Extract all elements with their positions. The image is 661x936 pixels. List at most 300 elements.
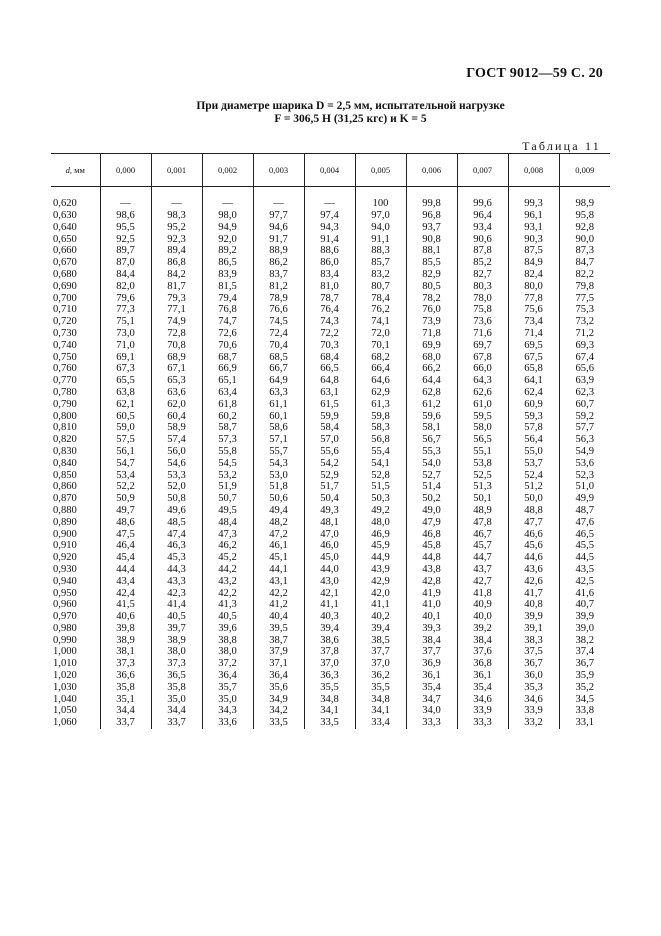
- hardness-value-cell: 84,2: [151, 269, 202, 281]
- hardness-value-cell: 45,3: [151, 552, 202, 564]
- row-diameter-cell: 0,820: [53, 434, 77, 446]
- hardness-value-cell: 34,1: [304, 705, 355, 717]
- hardness-value-cell: 67,1: [151, 363, 202, 375]
- column-header-d-var: d: [65, 165, 70, 175]
- hardness-value-cell: 38,8: [202, 635, 253, 647]
- hardness-value-cell: 67,4: [559, 352, 610, 364]
- hardness-value-cell: 48,7: [559, 505, 610, 517]
- hardness-value-cell: 59,5: [457, 411, 508, 423]
- hardness-value-cell: 34,3: [202, 705, 253, 717]
- hardness-value-cell: 93,1: [508, 222, 559, 234]
- column-header: 0,005: [355, 154, 406, 187]
- row-diameter-cell: 0,770: [53, 375, 77, 387]
- hardness-value-cell: 61,5: [304, 399, 355, 411]
- table-row: [51, 375, 610, 387]
- hardness-value-cell: 48,0: [355, 517, 406, 529]
- hardness-table-container: [51, 153, 610, 729]
- hardness-value-cell: 50,4: [304, 493, 355, 505]
- hardness-value-cell: 45,8: [406, 540, 457, 552]
- hardness-value-cell: 36,2: [355, 670, 406, 682]
- hardness-value-cell: 57,7: [559, 422, 610, 434]
- hardness-value-cell: 53,0: [253, 470, 304, 482]
- hardness-value-cell: 36,9: [406, 658, 457, 670]
- hardness-value-cell: 87,0: [100, 257, 151, 269]
- hardness-value-cell: 77,5: [559, 293, 610, 305]
- page-header: ГОСТ 9012—59 С. 20: [466, 66, 603, 81]
- hardness-value-cell: 94,6: [253, 222, 304, 234]
- hardness-value-cell: 33,7: [100, 717, 151, 729]
- hardness-value-cell: 61,8: [202, 399, 253, 411]
- column-header-d-unit: , мм: [69, 165, 85, 175]
- hardness-value-cell: 47,0: [304, 529, 355, 541]
- hardness-value-cell: 79,3: [151, 293, 202, 305]
- table-header-row: [51, 154, 610, 187]
- column-header: 0,006: [406, 154, 457, 187]
- hardness-value-cell: 57,3: [202, 434, 253, 446]
- hardness-value-cell: 59,8: [355, 411, 406, 423]
- table-row: [51, 646, 610, 658]
- hardness-value-cell: 82,2: [559, 269, 610, 281]
- row-diameter-cell: 0,800: [53, 410, 77, 422]
- hardness-value-cell: 66,0: [457, 363, 508, 375]
- hardness-value-cell: 41,2: [253, 599, 304, 611]
- hardness-value-cell: 53,3: [151, 470, 202, 482]
- hardness-value-cell: 33,6: [202, 717, 253, 729]
- hardness-value-cell: 37,7: [406, 646, 457, 658]
- hardness-value-cell: 97,7: [253, 210, 304, 222]
- hardness-value-cell: 45,1: [253, 552, 304, 564]
- hardness-value-cell: 43,4: [100, 576, 151, 588]
- table-row: [51, 210, 610, 222]
- hardness-value-cell: 37,9: [253, 646, 304, 658]
- hardness-value-cell: 44,2: [202, 564, 253, 576]
- hardness-value-cell: 46,0: [304, 540, 355, 552]
- hardness-value-cell: 42,2: [202, 588, 253, 600]
- table-row: [51, 481, 610, 493]
- hardness-value-cell: 70,6: [202, 340, 253, 352]
- hardness-value-cell: 48,9: [457, 505, 508, 517]
- hardness-value-cell: 42,7: [457, 576, 508, 588]
- hardness-value-cell: 40,9: [457, 599, 508, 611]
- hardness-value-cell: 38,0: [202, 646, 253, 658]
- hardness-value-cell: 36,1: [406, 670, 457, 682]
- hardness-value-cell: 82,7: [457, 269, 508, 281]
- hardness-value-cell: 42,1: [304, 588, 355, 600]
- hardness-value-cell: 62,1: [100, 399, 151, 411]
- table-caption: [0, 100, 661, 126]
- hardness-value-cell: —: [100, 198, 151, 210]
- table-row: [51, 222, 610, 234]
- table-row: [51, 340, 610, 352]
- table-row: [51, 576, 610, 588]
- row-diameter-cell: 0,720: [53, 316, 77, 328]
- hardness-value-cell: 69,3: [559, 340, 610, 352]
- hardness-value-cell: 44,4: [100, 564, 151, 576]
- hardness-value-cell: 34,5: [559, 694, 610, 706]
- hardness-value-cell: 54,9: [559, 446, 610, 458]
- table-row: [51, 682, 610, 694]
- hardness-value-cell: 84,9: [508, 257, 559, 269]
- hardness-value-cell: 39,9: [508, 611, 559, 623]
- hardness-value-cell: 72,6: [202, 328, 253, 340]
- hardness-value-cell: 38,7: [253, 635, 304, 647]
- table-spacer-row: [51, 187, 610, 199]
- hardness-value-cell: 52,7: [406, 470, 457, 482]
- hardness-value-cell: 91,1: [355, 234, 406, 246]
- hardness-value-cell: 76,4: [304, 304, 355, 316]
- hardness-value-cell: 75,8: [457, 304, 508, 316]
- hardness-value-cell: 58,9: [151, 422, 202, 434]
- hardness-value-cell: 43,8: [406, 564, 457, 576]
- hardness-value-cell: 36,4: [253, 670, 304, 682]
- hardness-value-cell: 51,9: [202, 481, 253, 493]
- hardness-value-cell: 51,3: [457, 481, 508, 493]
- row-diameter-cell: 0,920: [53, 552, 77, 564]
- hardness-value-cell: 66,9: [202, 363, 253, 375]
- hardness-value-cell: 35,1: [100, 694, 151, 706]
- hardness-value-cell: 90,0: [559, 234, 610, 246]
- hardness-value-cell: 56,1: [100, 446, 151, 458]
- hardness-value-cell: 69,9: [406, 340, 457, 352]
- table-row: [51, 599, 610, 611]
- hardness-value-cell: 68,5: [253, 352, 304, 364]
- hardness-value-cell: 73,2: [559, 316, 610, 328]
- hardness-value-cell: 65,8: [508, 363, 559, 375]
- hardness-value-cell: 51,8: [253, 481, 304, 493]
- hardness-value-cell: 57,8: [508, 422, 559, 434]
- hardness-value-cell: 73,4: [508, 316, 559, 328]
- table-row: [51, 611, 610, 623]
- hardness-value-cell: 58,0: [457, 422, 508, 434]
- hardness-value-cell: 34,4: [151, 705, 202, 717]
- hardness-value-cell: 37,0: [355, 658, 406, 670]
- hardness-value-cell: 69,7: [457, 340, 508, 352]
- table-row: [51, 588, 610, 600]
- hardness-value-cell: 34,8: [355, 694, 406, 706]
- hardness-value-cell: 43,7: [457, 564, 508, 576]
- hardness-value-cell: 60,9: [508, 399, 559, 411]
- hardness-value-cell: 46,3: [151, 540, 202, 552]
- hardness-value-cell: 88,6: [304, 245, 355, 257]
- table-row: [51, 564, 610, 576]
- column-header: 0,004: [304, 154, 355, 187]
- hardness-value-cell: 54,2: [304, 458, 355, 470]
- hardness-value-cell: 73,0: [100, 328, 151, 340]
- row-diameter-cell: 1,060: [53, 717, 77, 729]
- row-diameter-cell: 0,680: [53, 268, 77, 280]
- hardness-value-cell: 48,4: [202, 517, 253, 529]
- row-diameter-cell: 0,860: [53, 481, 77, 493]
- hardness-value-cell: 63,9: [559, 375, 610, 387]
- hardness-value-cell: 40,5: [151, 611, 202, 623]
- hardness-value-cell: 78,4: [355, 293, 406, 305]
- hardness-value-cell: 68,4: [304, 352, 355, 364]
- hardness-value-cell: 47,7: [508, 517, 559, 529]
- table-row: [51, 399, 610, 411]
- hardness-value-cell: 68,0: [406, 352, 457, 364]
- table-row: [51, 694, 610, 706]
- hardness-value-cell: 46,8: [406, 529, 457, 541]
- hardness-value-cell: 93,7: [406, 222, 457, 234]
- hardness-value-cell: 71,6: [457, 328, 508, 340]
- hardness-value-cell: 35,5: [304, 682, 355, 694]
- row-diameter-cell: 0,970: [53, 611, 77, 623]
- hardness-value-cell: 86,5: [202, 257, 253, 269]
- hardness-value-cell: 43,6: [508, 564, 559, 576]
- hardness-value-cell: 74,3: [304, 316, 355, 328]
- hardness-value-cell: 55,4: [355, 446, 406, 458]
- hardness-value-cell: 56,4: [508, 434, 559, 446]
- hardness-value-cell: 40,5: [202, 611, 253, 623]
- hardness-value-cell: 64,1: [508, 375, 559, 387]
- hardness-value-cell: 55,3: [406, 446, 457, 458]
- hardness-value-cell: 38,4: [406, 635, 457, 647]
- hardness-value-cell: 65,6: [559, 363, 610, 375]
- hardness-value-cell: 60,4: [151, 411, 202, 423]
- hardness-value-cell: 74,1: [355, 316, 406, 328]
- hardness-value-cell: 76,2: [355, 304, 406, 316]
- row-diameter-cell: 1,010: [53, 658, 77, 670]
- hardness-value-cell: 36,5: [151, 670, 202, 682]
- hardness-value-cell: 95,2: [151, 222, 202, 234]
- hardness-value-cell: 44,0: [304, 564, 355, 576]
- hardness-value-cell: 55,6: [304, 446, 355, 458]
- hardness-value-cell: 74,9: [151, 316, 202, 328]
- hardness-value-cell: 92,0: [202, 234, 253, 246]
- hardness-value-cell: 51,7: [304, 481, 355, 493]
- hardness-value-cell: 56,7: [406, 434, 457, 446]
- hardness-value-cell: 33,9: [508, 705, 559, 717]
- hardness-value-cell: 35,7: [202, 682, 253, 694]
- hardness-value-cell: 39,0: [559, 623, 610, 635]
- hardness-value-cell: 37,7: [355, 646, 406, 658]
- hardness-value-cell: 58,3: [355, 422, 406, 434]
- hardness-value-cell: 46,6: [508, 529, 559, 541]
- row-diameter-cell: 0,870: [53, 493, 77, 505]
- hardness-value-cell: 42,3: [151, 588, 202, 600]
- hardness-value-cell: 60,5: [100, 411, 151, 423]
- table-row: [51, 552, 610, 564]
- hardness-value-cell: 65,3: [151, 375, 202, 387]
- hardness-value-cell: 56,0: [151, 446, 202, 458]
- hardness-value-cell: 39,5: [253, 623, 304, 635]
- hardness-value-cell: 54,6: [151, 458, 202, 470]
- hardness-value-cell: 89,7: [100, 245, 151, 257]
- hardness-value-cell: 41,4: [151, 599, 202, 611]
- table-row: [51, 505, 610, 517]
- hardness-value-cell: 85,2: [457, 257, 508, 269]
- hardness-value-cell: 54,7: [100, 458, 151, 470]
- hardness-value-cell: 35,9: [559, 670, 610, 682]
- hardness-value-cell: 45,7: [457, 540, 508, 552]
- table-row: [51, 422, 610, 434]
- hardness-value-cell: 44,5: [559, 552, 610, 564]
- hardness-value-cell: 38,0: [151, 646, 202, 658]
- hardness-value-cell: 34,2: [253, 705, 304, 717]
- hardness-value-cell: 46,7: [457, 529, 508, 541]
- hardness-value-cell: 51,4: [406, 481, 457, 493]
- hardness-value-cell: 76,8: [202, 304, 253, 316]
- hardness-value-cell: 47,8: [457, 517, 508, 529]
- hardness-value-cell: 50,2: [406, 493, 457, 505]
- row-diameter-cell: 1,030: [53, 681, 77, 693]
- hardness-value-cell: 37,0: [304, 658, 355, 670]
- row-diameter-cell: 0,640: [53, 221, 77, 233]
- hardness-value-cell: 33,5: [253, 717, 304, 729]
- hardness-value-cell: 44,6: [508, 552, 559, 564]
- hardness-value-cell: 83,4: [304, 269, 355, 281]
- hardness-value-cell: 46,2: [202, 540, 253, 552]
- hardness-value-cell: 90,6: [457, 234, 508, 246]
- hardness-value-cell: 59,0: [100, 422, 151, 434]
- hardness-value-cell: 77,1: [151, 304, 202, 316]
- hardness-value-cell: 40,7: [559, 599, 610, 611]
- hardness-value-cell: 33,2: [508, 717, 559, 729]
- hardness-value-cell: 35,4: [457, 682, 508, 694]
- hardness-value-cell: 86,2: [253, 257, 304, 269]
- hardness-value-cell: 34,8: [304, 694, 355, 706]
- hardness-value-cell: 48,5: [151, 517, 202, 529]
- hardness-value-cell: 87,3: [559, 245, 610, 257]
- hardness-value-cell: 34,6: [508, 694, 559, 706]
- row-diameter-cell: 0,780: [53, 386, 77, 398]
- hardness-value-cell: 85,5: [406, 257, 457, 269]
- hardness-value-cell: 49,4: [253, 505, 304, 517]
- hardness-value-cell: 41,0: [406, 599, 457, 611]
- row-diameter-cell: 0,710: [53, 304, 77, 316]
- table-row: [51, 387, 610, 399]
- table-row: [51, 328, 610, 340]
- hardness-value-cell: 53,6: [559, 458, 610, 470]
- hardness-value-cell: 87,8: [457, 245, 508, 257]
- hardness-value-cell: 88,1: [406, 245, 457, 257]
- hardness-value-cell: 40,3: [304, 611, 355, 623]
- hardness-value-cell: 39,3: [406, 623, 457, 635]
- hardness-value-cell: 45,5: [559, 540, 610, 552]
- hardness-value-cell: 75,3: [559, 304, 610, 316]
- hardness-value-cell: 39,9: [559, 611, 610, 623]
- hardness-value-cell: 92,8: [559, 222, 610, 234]
- table-row: [51, 623, 610, 635]
- column-header: 0,002: [202, 154, 253, 187]
- hardness-value-cell: 72,2: [304, 328, 355, 340]
- hardness-value-cell: —: [253, 198, 304, 210]
- hardness-value-cell: 58,6: [253, 422, 304, 434]
- hardness-value-cell: 38,1: [100, 646, 151, 658]
- hardness-value-cell: 92,3: [151, 234, 202, 246]
- hardness-value-cell: 50,8: [151, 493, 202, 505]
- table-row: [51, 540, 610, 552]
- hardness-value-cell: 37,8: [304, 646, 355, 658]
- hardness-value-cell: 76,0: [406, 304, 457, 316]
- hardness-value-cell: 62,0: [151, 399, 202, 411]
- hardness-value-cell: 37,5: [508, 646, 559, 658]
- hardness-value-cell: 34,7: [406, 694, 457, 706]
- hardness-value-cell: 33,1: [559, 717, 610, 729]
- hardness-value-cell: 83,2: [355, 269, 406, 281]
- column-header-d: [51, 154, 100, 187]
- hardness-value-cell: 45,2: [202, 552, 253, 564]
- hardness-value-cell: 45,9: [355, 540, 406, 552]
- hardness-value-cell: 64,9: [253, 375, 304, 387]
- hardness-value-cell: 53,2: [202, 470, 253, 482]
- hardness-value-cell: 52,9: [304, 470, 355, 482]
- hardness-value-cell: 58,7: [202, 422, 253, 434]
- row-diameter-cell: 1,050: [53, 705, 77, 717]
- hardness-value-cell: 48,2: [253, 517, 304, 529]
- hardness-value-cell: 47,9: [406, 517, 457, 529]
- hardness-value-cell: 90,3: [508, 234, 559, 246]
- hardness-value-cell: 70,1: [355, 340, 406, 352]
- hardness-value-cell: 44,3: [151, 564, 202, 576]
- hardness-value-cell: 55,1: [457, 446, 508, 458]
- row-diameter-cell: 1,020: [53, 670, 77, 682]
- hardness-value-cell: 41,8: [457, 588, 508, 600]
- hardness-value-cell: 78,2: [406, 293, 457, 305]
- hardness-value-cell: 95,8: [559, 210, 610, 222]
- hardness-value-cell: 44,7: [457, 552, 508, 564]
- hardness-value-cell: 95,5: [100, 222, 151, 234]
- hardness-value-cell: 69,1: [100, 352, 151, 364]
- hardness-value-cell: 50,6: [253, 493, 304, 505]
- hardness-value-cell: 37,4: [559, 646, 610, 658]
- row-diameter-cell: 0,620: [53, 198, 77, 210]
- hardness-value-cell: 64,8: [304, 375, 355, 387]
- row-diameter-cell: 0,980: [53, 622, 77, 634]
- hardness-value-cell: 48,6: [100, 517, 151, 529]
- hardness-value-cell: 56,5: [457, 434, 508, 446]
- row-diameter-cell: 0,810: [53, 422, 77, 434]
- hardness-value-cell: 71,8: [406, 328, 457, 340]
- hardness-value-cell: 63,6: [151, 387, 202, 399]
- row-diameter-cell: 0,950: [53, 587, 77, 599]
- hardness-value-cell: 39,4: [355, 623, 406, 635]
- hardness-value-cell: 35,8: [100, 682, 151, 694]
- row-diameter-cell: 0,990: [53, 634, 77, 646]
- hardness-value-cell: 72,4: [253, 328, 304, 340]
- hardness-value-cell: 61,0: [457, 399, 508, 411]
- hardness-value-cell: 69,5: [508, 340, 559, 352]
- hardness-value-cell: 82,4: [508, 269, 559, 281]
- hardness-value-cell: 38,5: [355, 635, 406, 647]
- hardness-value-cell: 67,8: [457, 352, 508, 364]
- table-row: [51, 293, 610, 305]
- hardness-value-cell: 89,4: [151, 245, 202, 257]
- hardness-value-cell: 91,4: [304, 234, 355, 246]
- hardness-value-cell: 78,0: [457, 293, 508, 305]
- hardness-value-cell: 39,4: [304, 623, 355, 635]
- hardness-value-cell: 33,7: [151, 717, 202, 729]
- hardness-value-cell: 41,1: [355, 599, 406, 611]
- hardness-value-cell: 94,3: [304, 222, 355, 234]
- hardness-value-cell: 38,4: [457, 635, 508, 647]
- hardness-value-cell: 34,0: [406, 705, 457, 717]
- hardness-value-cell: 43,9: [355, 564, 406, 576]
- hardness-value-cell: 34,6: [457, 694, 508, 706]
- hardness-value-cell: 38,3: [508, 635, 559, 647]
- hardness-value-cell: 79,8: [559, 281, 610, 293]
- hardness-value-cell: 82,0: [100, 281, 151, 293]
- hardness-value-cell: 98,9: [559, 198, 610, 210]
- hardness-value-cell: 40,6: [100, 611, 151, 623]
- hardness-value-cell: 39,6: [202, 623, 253, 635]
- hardness-value-cell: 70,3: [304, 340, 355, 352]
- hardness-value-cell: 42,0: [355, 588, 406, 600]
- hardness-value-cell: 75,6: [508, 304, 559, 316]
- hardness-value-cell: 34,1: [355, 705, 406, 717]
- hardness-value-cell: 61,1: [253, 399, 304, 411]
- hardness-value-cell: 54,5: [202, 458, 253, 470]
